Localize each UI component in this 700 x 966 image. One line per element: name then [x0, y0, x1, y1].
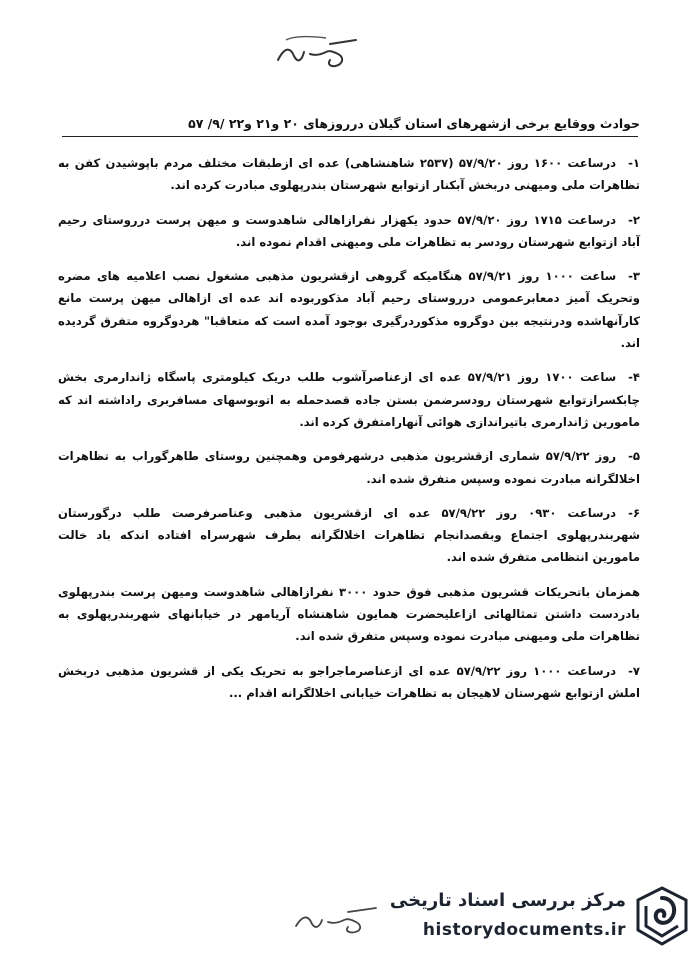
title-underline: [62, 136, 638, 137]
paragraph-7: [58, 660, 640, 705]
paragraph-1: [58, 152, 640, 197]
paragraph-6-continued: [58, 581, 640, 648]
paragraph-number: ۵-: [628, 449, 640, 464]
paragraph-4: [58, 366, 640, 433]
paragraph-number: ۴-: [628, 370, 640, 385]
paragraph-6: [58, 502, 640, 569]
archive-spiral-logo-icon: [632, 884, 692, 948]
paragraph-number: ۲-: [628, 212, 640, 227]
paragraph-text: درساعت ۱۷۱۵ روز ۵۷/۹/۲۰ حدود یکهزار نفرازاهالی شاهدوست و میهن پرست درروستای رحیم آباد ازتوابع شهرستان رودسر به تظاهرات ملی ومیهنی اقدام نموده اند.: [58, 212, 640, 249]
watermark: [389, 882, 692, 952]
document-title: حوادث ووقایع برخی ازشهرهای استان گیلان درروزهای ۲۰ و۲۱ و۲۲ /۹/ ۵۷: [188, 116, 640, 131]
paragraph-number: ۶-: [628, 505, 641, 520]
paragraph-5: [58, 445, 640, 490]
classification-stamp-bottom: [290, 900, 380, 940]
watermark-title: مرکز بررسی اسناد تاریخی: [389, 890, 626, 911]
paragraph-number: ۳-: [628, 269, 640, 284]
paragraph-text: درساعت ۱۰۰۰ روز ۵۷/۹/۲۲ عده ای ازعناصرماجراجو به تحریک یکی از قشریون مذهبی دربخش املش ازتوابع شهرستان لاهیجان به تظاهرات خیابانی اخلالگرانه اقدام ...: [58, 663, 640, 700]
paragraph-number: ۷-: [628, 663, 640, 678]
paragraph-text: ساعت ۱۷۰۰ روز ۵۷/۹/۲۱ عده ای ازعناصرآشوب طلب دریک کیلومتری پاسگاه ژاندارمری بخش چابکسرازتوابع شهرستان رودسرضمن بستن جاده قصدحمله به اتوبوسهای مسافربری راداشته اند که مامورین ژاندارمری باتیراندازی هوائی آنهارامتفرق کرده اند.: [58, 370, 640, 429]
classification-stamp-top: [270, 30, 360, 75]
paragraph-3: [58, 265, 640, 354]
paragraph-text: ساعت ۱۰۰۰ روز ۵۷/۹/۲۱ هنگامیکه گروهی ازقشریون مذهبی مشغول نصب اعلامیه های مضره وتحریک آمیز دمعابرعمومی درروستای رحیم آباد مذکوربوده اند عده ای ازاهالی میهن پرست مانع کارآنهاشده ودرنتیجه بین دوگروه مذکوردرگیری بوجود آمده است که متعاقبا" هردوگروه متفرق گردیده اند.: [58, 269, 640, 351]
paragraph-text: روز ۵۷/۹/۲۲ شماری ازقشریون مذهبی درشهرفومن وهمچنین روستای طاهرگوراب به تظاهرات اخلالگرانه مبادرت نموده وسپس متفرق شده اند.: [58, 449, 640, 486]
paragraph-text: درساعت ۰۹۳۰ روز ۵۷/۹/۲۲ عده ای ازقشریون مذهبی وعناصرفرصت طلب درگورستان شهربندرپهلوی اجتماع وبقصدانجام تظاهرات اخلالگرانه بطرف شهرسراه افتاده اندکه باد خالت مامورین انتظامی متفرق شده اند.: [58, 505, 640, 565]
watermark-url: historydocuments.ir: [422, 920, 626, 940]
paragraph-2: [58, 209, 640, 254]
paragraph-text: درساعت ۱۶۰۰ روز ۵۷/۹/۲۰ (۲۵۳۷ شاهنشاهی) عده ای ازطبقات مختلف مردم باپوشیدن کفن به تظاهرات ملی ومیهنی دربخش آبکنار ازتوابع شهرستان بندرپهلوی مبادرت کرده اند.: [58, 156, 640, 193]
paragraph-number: ۱-: [628, 156, 640, 170]
paragraph-text: همزمان باتحریکات قشریون مذهبی فوق حدود ۳۰۰۰ نفرازاهالی شاهدوست ومیهن پرست بندرپهلوی بادردست داشتن تمثالهائی ازاعلیحضرت همایون شاهنشاه آریامهر در خیابانهای شهربندرپهلوی به تظاهرات ملی ومیهنی مبادرت نموده وسپس متفرق شده اند.: [58, 584, 640, 644]
document-body: [58, 152, 640, 876]
